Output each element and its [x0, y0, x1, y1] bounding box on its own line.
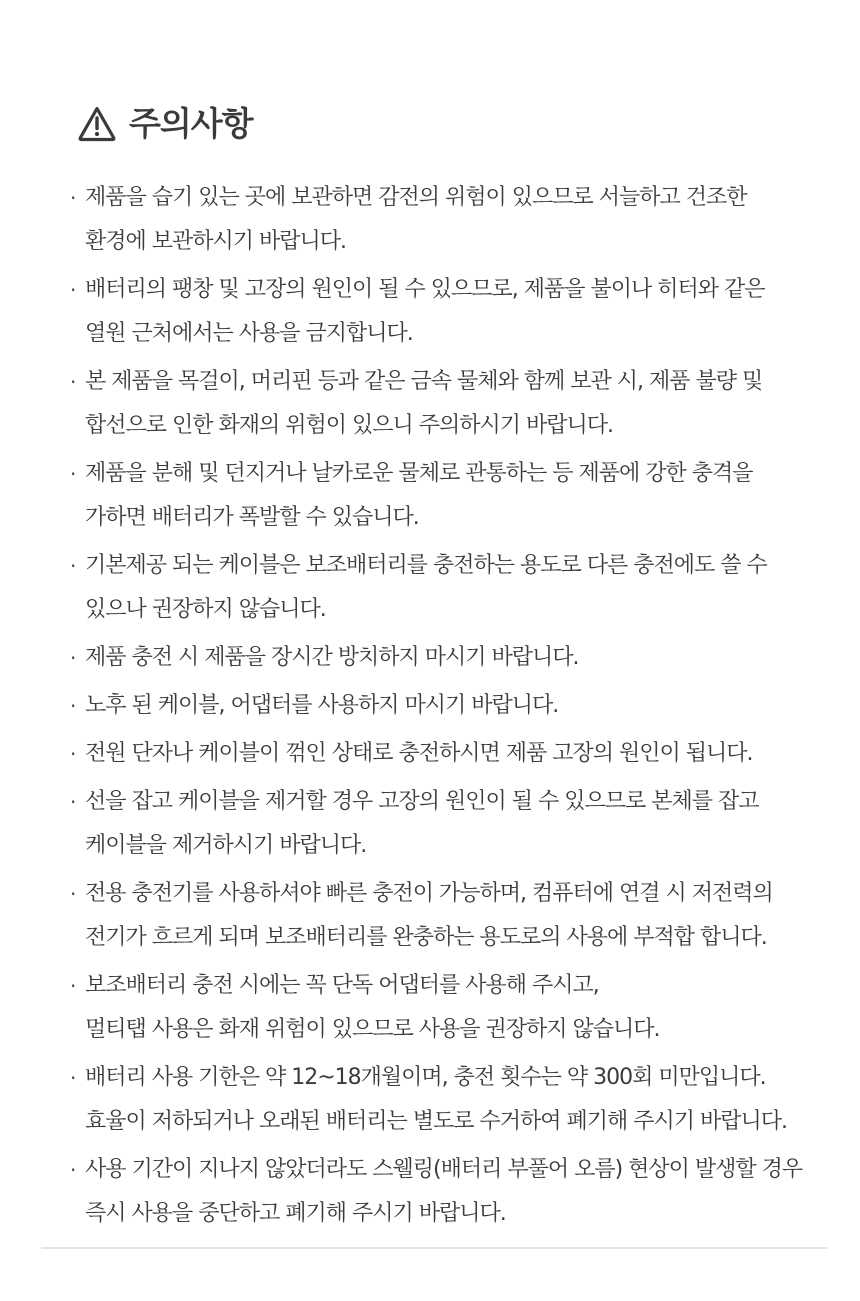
notice-text-line: 배터리의 팽창 및 고장의 원인이 될 수 있으므로, 제품을 불이나 히터와 같은 [85, 277, 765, 302]
notice-text-line: 제품 충전 시 제품을 장시간 방치하지 마시기 바랍니다. [85, 645, 579, 670]
notice-item [0, 684, 825, 728]
notice-item [0, 732, 825, 776]
bullet-mark: · [70, 790, 77, 814]
notice-text-line: 전용 충전기를 사용하셔야 빠른 충전이 가능하며, 컴퓨터에 연결 시 저전력의 [85, 881, 773, 906]
notice-text-line: 전기가 흐르게 되며 보조배터리를 완충하는 용도로의 사용에 부적합 합니다. [85, 925, 767, 950]
bullet-mark: · [70, 1066, 77, 1090]
notice-item [0, 964, 825, 1052]
bullet-mark: · [70, 278, 77, 302]
bullet-mark: · [70, 742, 77, 766]
notice-item [0, 780, 825, 868]
notice-item [0, 544, 825, 632]
notice-item [0, 176, 825, 264]
notice-text-line: 제품을 습기 있는 곳에 보관하면 감전의 위험이 있으므로 서늘하고 건조한 [85, 185, 747, 210]
notice-text-line: 환경에 보관하시기 바랍니다. [85, 229, 347, 254]
notice-text-line: 케이블을 제거하시기 바랍니다. [85, 833, 367, 858]
bullet-mark: · [70, 694, 77, 718]
notice-text-line: 배터리 사용 기한은 약 12~18개월이며, 충전 횟수는 약 300회 미만입니다. [85, 1065, 766, 1090]
bullet-mark: · [70, 974, 77, 998]
notice-item [0, 872, 825, 960]
notice-text-line: 멀티탭 사용은 화재 위험이 있으므로 사용을 권장하지 않습니다. [85, 1017, 660, 1042]
notice-text-line: 즉시 사용을 중단하고 폐기해 주시기 바랍니다. [85, 1201, 506, 1226]
notice-text-line: 합선으로 인한 화재의 위험이 있으니 주의하시기 바랍니다. [85, 413, 614, 438]
bullet-mark: · [70, 186, 77, 210]
notice-item [0, 268, 825, 356]
notice-item [0, 1148, 825, 1236]
page-title: 주의사항 [129, 104, 253, 143]
bottom-divider [41, 1247, 827, 1249]
notice-text-line: 전원 단자나 케이블이 꺾인 상태로 충전하시면 제품 고장의 원인이 됩니다. [85, 741, 753, 766]
notice-text-line: 있으나 권장하지 않습니다. [85, 597, 326, 622]
notice-text-line: 선을 잡고 케이블을 제거할 경우 고장의 원인이 될 수 있으므로 본체를 잡고 [85, 789, 759, 814]
notice-item [0, 452, 825, 540]
bullet-mark: · [70, 370, 77, 394]
bullet-mark: · [70, 554, 77, 578]
notice-text-line: 가하면 배터리가 폭발할 수 있습니다. [85, 505, 419, 530]
warning-icon [77, 104, 117, 144]
notice-text-line: 노후 된 케이블, 어댑터를 사용하지 마시기 바랍니다. [85, 693, 559, 718]
bullet-mark: · [70, 882, 77, 906]
notice-header [77, 100, 253, 148]
notice-item [0, 360, 825, 448]
bullet-mark: · [70, 646, 77, 670]
notice-text-line: 본 제품을 목걸이, 머리핀 등과 같은 금속 물체와 함께 보관 시, 제품 불량 및 [85, 369, 763, 394]
notice-item [0, 636, 825, 680]
notice-text-line: 사용 기간이 지나지 않았더라도 스웰링(배터리 부풀어 오름) 현상이 발생할 경우 [85, 1157, 803, 1182]
notice-text-line: 열원 근처에서는 사용을 금지합니다. [85, 321, 413, 346]
notice-item [0, 1056, 825, 1144]
bullet-mark: · [70, 1158, 77, 1182]
notice-list [0, 176, 860, 1240]
notice-text-line: 제품을 분해 및 던지거나 날카로운 물체로 관통하는 등 제품에 강한 충격을 [85, 461, 753, 486]
notice-text-line: 효율이 저하되거나 오래된 배터리는 별도로 수거하여 폐기해 주시기 바랍니다. [85, 1109, 788, 1134]
notice-text-line: 보조배터리 충전 시에는 꼭 단독 어댑터를 사용해 주시고, [85, 973, 599, 998]
bullet-mark: · [70, 462, 77, 486]
notice-text-line: 기본제공 되는 케이블은 보조배터리를 충전하는 용도로 다른 충전에도 쓸 수 [85, 553, 767, 578]
